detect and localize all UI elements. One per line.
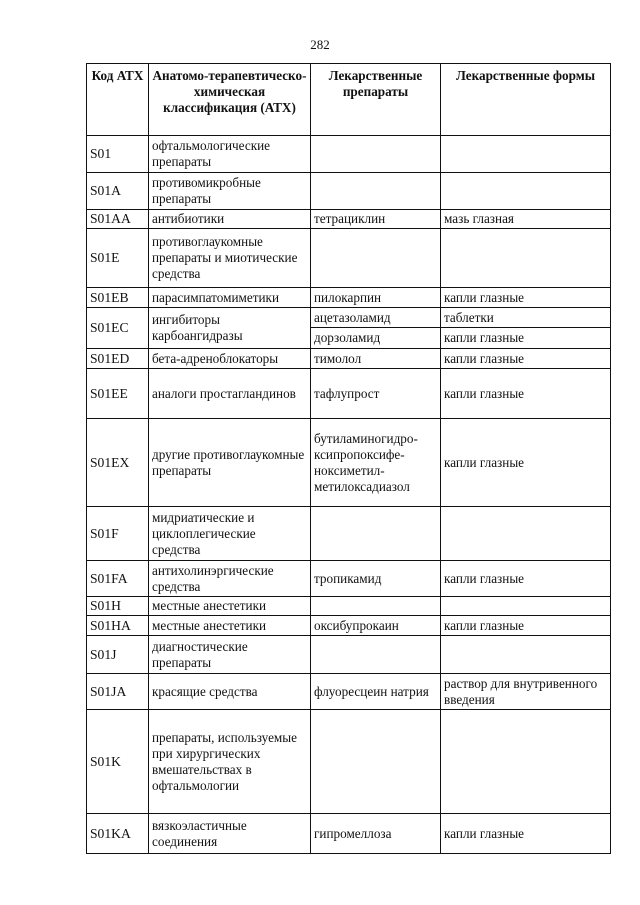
dosage-form-cell	[441, 173, 611, 210]
drug-cell: тимолол	[311, 349, 441, 369]
drug-cell: оксибупрокаин	[311, 616, 441, 636]
table-row	[87, 308, 611, 328]
table-body	[87, 136, 611, 854]
dosage-form-cell: капли глазные	[441, 349, 611, 369]
drug-cell: дорзоламид	[311, 328, 441, 349]
table-row	[87, 636, 611, 674]
atc-code-cell: S01EC	[87, 308, 149, 349]
atc-code-cell: S01J	[87, 636, 149, 674]
drug-cell: флуоресцеин натрия	[311, 674, 441, 710]
atc-code-cell: S01H	[87, 597, 149, 616]
atc-table	[86, 63, 611, 854]
header-code: Код АТХ	[87, 64, 149, 136]
header-atc-classification: Анатомо-терапевтическо-химическая классификация (АТХ)	[149, 64, 311, 136]
drug-cell: пилокарпин	[311, 288, 441, 308]
atc-classification-cell: ингибиторы карбоангидразы	[149, 308, 311, 349]
dosage-form-cell: раствор для внутривенного введения	[441, 674, 611, 710]
dosage-form-cell: капли глазные	[441, 814, 611, 854]
atc-classification-cell: противоглаукомные препараты и миотические средства	[149, 229, 311, 288]
atc-classification-cell: красящие средства	[149, 674, 311, 710]
dosage-form-cell: капли глазные	[441, 288, 611, 308]
drug-cell: гипромеллоза	[311, 814, 441, 854]
table-row	[87, 173, 611, 210]
atc-classification-cell: местные анестетики	[149, 616, 311, 636]
dosage-form-cell: капли глазные	[441, 419, 611, 507]
drug-cell: тропикамид	[311, 561, 441, 597]
dosage-form-cell: капли глазные	[441, 616, 611, 636]
drug-cell: тетрациклин	[311, 210, 441, 229]
dosage-form-cell: капли глазные	[441, 369, 611, 419]
atc-code-cell: S01FA	[87, 561, 149, 597]
table-row	[87, 710, 611, 814]
atc-code-cell: S01EE	[87, 369, 149, 419]
dosage-form-cell	[441, 710, 611, 814]
atc-code-cell: S01	[87, 136, 149, 173]
atc-code-cell: S01AA	[87, 210, 149, 229]
page-number: 282	[310, 37, 330, 52]
atc-classification-cell: парасимпатомиметики	[149, 288, 311, 308]
atc-classification-cell: препараты, используемые при хирургических вмешательствах в офтальмологии	[149, 710, 311, 814]
atc-code-cell: S01KA	[87, 814, 149, 854]
dosage-form-cell	[441, 229, 611, 288]
atc-classification-cell: офтальмологические препараты	[149, 136, 311, 173]
atc-classification-cell: аналоги простагландинов	[149, 369, 311, 419]
table-row	[87, 229, 611, 288]
atc-classification-cell: диагностические препараты	[149, 636, 311, 674]
atc-code-cell: S01ED	[87, 349, 149, 369]
atc-classification-cell: противомикробные препараты	[149, 173, 311, 210]
atc-code-cell: S01EX	[87, 419, 149, 507]
table-row	[87, 349, 611, 369]
header-dosage-forms: Лекарственные формы	[441, 64, 611, 136]
table-row	[87, 419, 611, 507]
dosage-form-cell	[441, 636, 611, 674]
atc-code-cell: S01F	[87, 507, 149, 561]
atc-classification-cell: мидриатические и циклоплегические средства	[149, 507, 311, 561]
atc-classification-cell: бета-адреноблокаторы	[149, 349, 311, 369]
dosage-form-cell	[441, 597, 611, 616]
header-drugs: Лекарственные препараты	[311, 64, 441, 136]
dosage-form-cell: капли глазные	[441, 328, 611, 349]
table-row	[87, 507, 611, 561]
atc-code-cell: S01JA	[87, 674, 149, 710]
drug-cell	[311, 173, 441, 210]
dosage-form-cell: капли глазные	[441, 561, 611, 597]
table-row	[87, 136, 611, 173]
atc-classification-cell: антихолинэргические средства	[149, 561, 311, 597]
atc-code-cell: S01K	[87, 710, 149, 814]
table-row	[87, 597, 611, 616]
drug-cell	[311, 636, 441, 674]
drug-cell: ацетазоламид	[311, 308, 441, 328]
dosage-form-cell: таблетки	[441, 308, 611, 328]
atc-code-cell: S01A	[87, 173, 149, 210]
drug-cell	[311, 597, 441, 616]
atc-classification-cell: вязкоэластичные соединения	[149, 814, 311, 854]
table-row	[87, 561, 611, 597]
drug-cell	[311, 229, 441, 288]
drug-cell	[311, 710, 441, 814]
atc-code-cell: S01HA	[87, 616, 149, 636]
table-row	[87, 288, 611, 308]
atc-classification-cell: другие противоглаукомные препараты	[149, 419, 311, 507]
atc-classification-cell: антибиотики	[149, 210, 311, 229]
drug-cell: бутиламиногидро-ксипропоксифе-ноксиметил-метилоксадиазол	[311, 419, 441, 507]
table-row	[87, 674, 611, 710]
dosage-form-cell	[441, 507, 611, 561]
table-row	[87, 814, 611, 854]
drug-cell	[311, 507, 441, 561]
table-row	[87, 616, 611, 636]
atc-code-cell: S01E	[87, 229, 149, 288]
table-header-row	[87, 64, 611, 136]
atc-classification-cell: местные анестетики	[149, 597, 311, 616]
drug-cell: тафлупрост	[311, 369, 441, 419]
table-row	[87, 210, 611, 229]
dosage-form-cell	[441, 136, 611, 173]
table-row	[87, 369, 611, 419]
dosage-form-cell: мазь глазная	[441, 210, 611, 229]
atc-code-cell: S01EB	[87, 288, 149, 308]
drug-cell	[311, 136, 441, 173]
